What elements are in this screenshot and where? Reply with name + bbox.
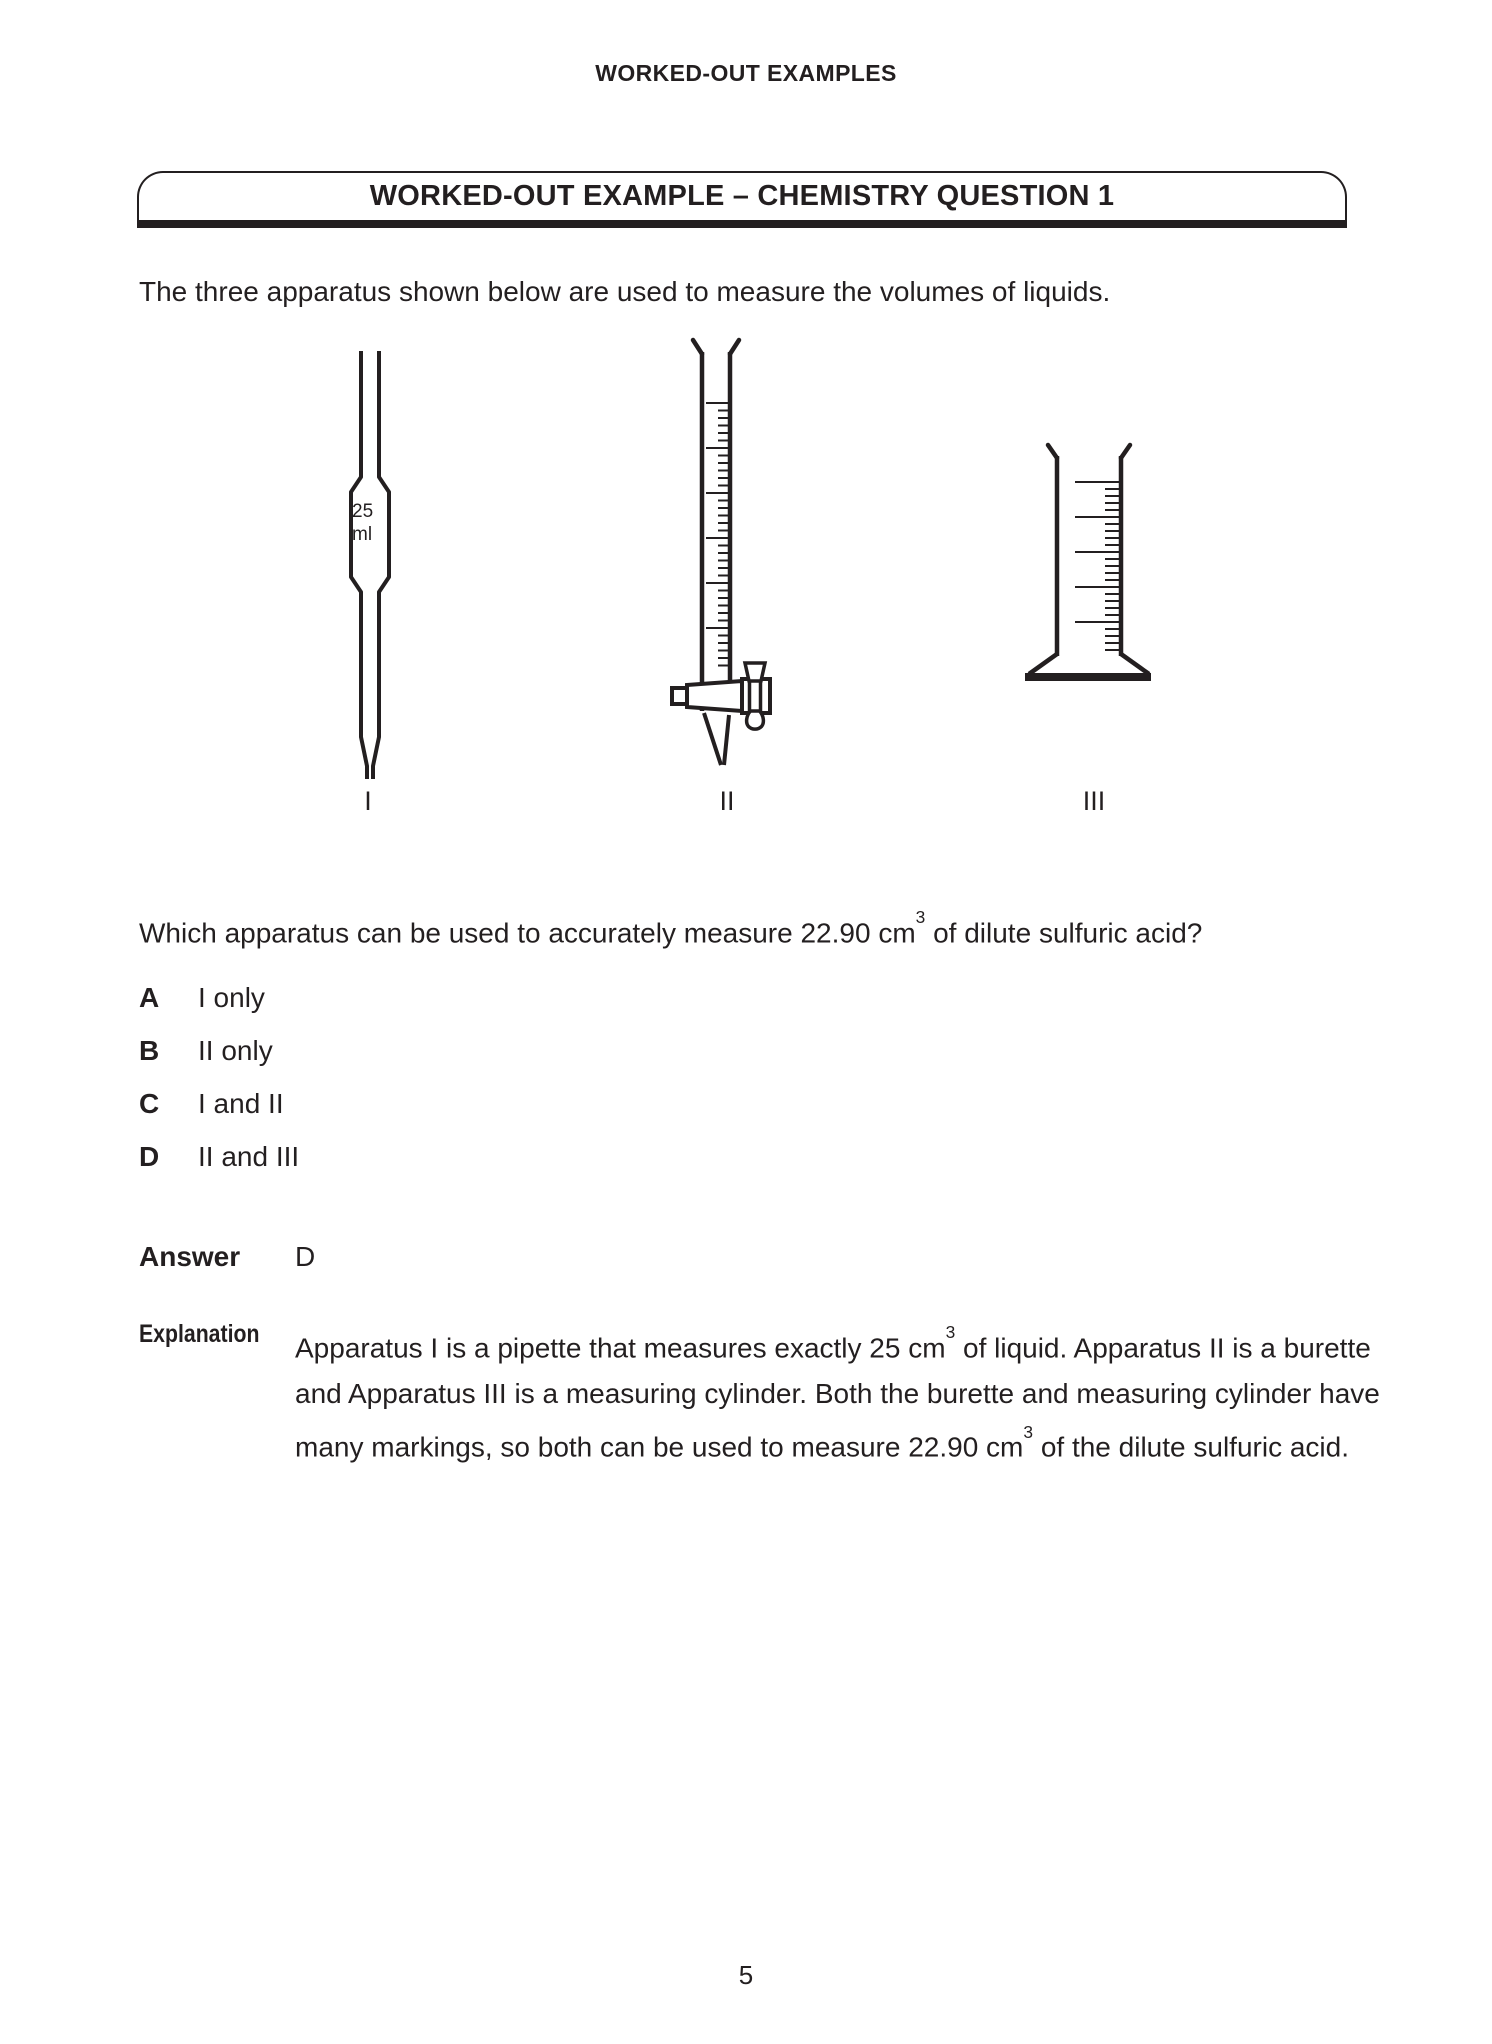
pipette-volume-unit: ml (352, 524, 373, 546)
stopcock-handle-top (745, 663, 765, 681)
intro-text: The three apparatus shown below are used to measure the volumes of liquids. (139, 276, 1111, 307)
burette-lips (693, 340, 739, 354)
explanation-seg1: Apparatus I is a pipette that measures exactly 25 cm (295, 1332, 946, 1364)
cylinder-graduations (1075, 482, 1119, 650)
pipette-volume-value: 25 (352, 501, 374, 522)
pipette-volume-marking (352, 500, 386, 546)
burette-graduations (706, 403, 728, 666)
explanation-label: Explanation (139, 1320, 260, 1348)
explanation-text (295, 1318, 1400, 1471)
option-text: I only (198, 982, 265, 1013)
apparatus-label-burette: II (719, 786, 735, 816)
cylinder-walls (1057, 456, 1121, 656)
question-superscript: 3 (915, 907, 926, 928)
question-text-main: Which apparatus can be used to accurately measure 22.90 cm (139, 917, 916, 949)
answer-value: D (295, 1241, 316, 1272)
apparatus-label-cylinder: III (1082, 786, 1106, 816)
measuring-cylinder-diagram (1015, 440, 1160, 685)
burette-tip (704, 713, 729, 765)
answer-label: Answer (139, 1241, 241, 1272)
option-text: II only (198, 1035, 273, 1066)
stopcock-handle-bottom (747, 711, 764, 729)
option-letter: A (139, 982, 160, 1013)
page-header: WORKED-OUT EXAMPLES (595, 60, 897, 86)
pipette-outline (351, 351, 389, 779)
question-text (139, 907, 1203, 949)
option-row-a (139, 982, 265, 1014)
option-row-b (139, 1035, 273, 1067)
page-number: 5 (738, 1960, 754, 1990)
burette-diagram (660, 335, 790, 780)
option-text: II and III (198, 1141, 300, 1172)
option-row-d (139, 1141, 299, 1173)
cylinder-base (1025, 654, 1151, 677)
title-box (137, 171, 1347, 228)
explanation-superscript-1: 3 (945, 1322, 956, 1343)
answer-row (139, 1241, 316, 1273)
cylinder-lips (1048, 445, 1130, 458)
question-text-tail: of dilute sulfuric acid? (925, 917, 1203, 949)
option-row-c (139, 1088, 284, 1120)
option-letter: D (139, 1141, 160, 1172)
apparatus-label-pipette: I (364, 786, 372, 816)
explanation-seg2: of liquid. Apparatus II is a burette and Apparatus III is a measuring cylinder. Both the burette and measuring cylinder have many markings, so both can be used to measure 22.90 cm (295, 1332, 1380, 1463)
pipette-diagram (340, 345, 400, 785)
option-text: I and II (198, 1088, 284, 1119)
option-letter: C (139, 1088, 160, 1119)
explanation-seg3: of the dilute sulfuric acid. (1033, 1431, 1349, 1463)
example-title: WORKED-OUT EXAMPLE – CHEMISTRY QUESTION 1 (369, 180, 1115, 212)
option-letter: B (139, 1035, 160, 1066)
explanation-superscript-2: 3 (1023, 1421, 1034, 1442)
burette-stopcock (672, 663, 770, 729)
